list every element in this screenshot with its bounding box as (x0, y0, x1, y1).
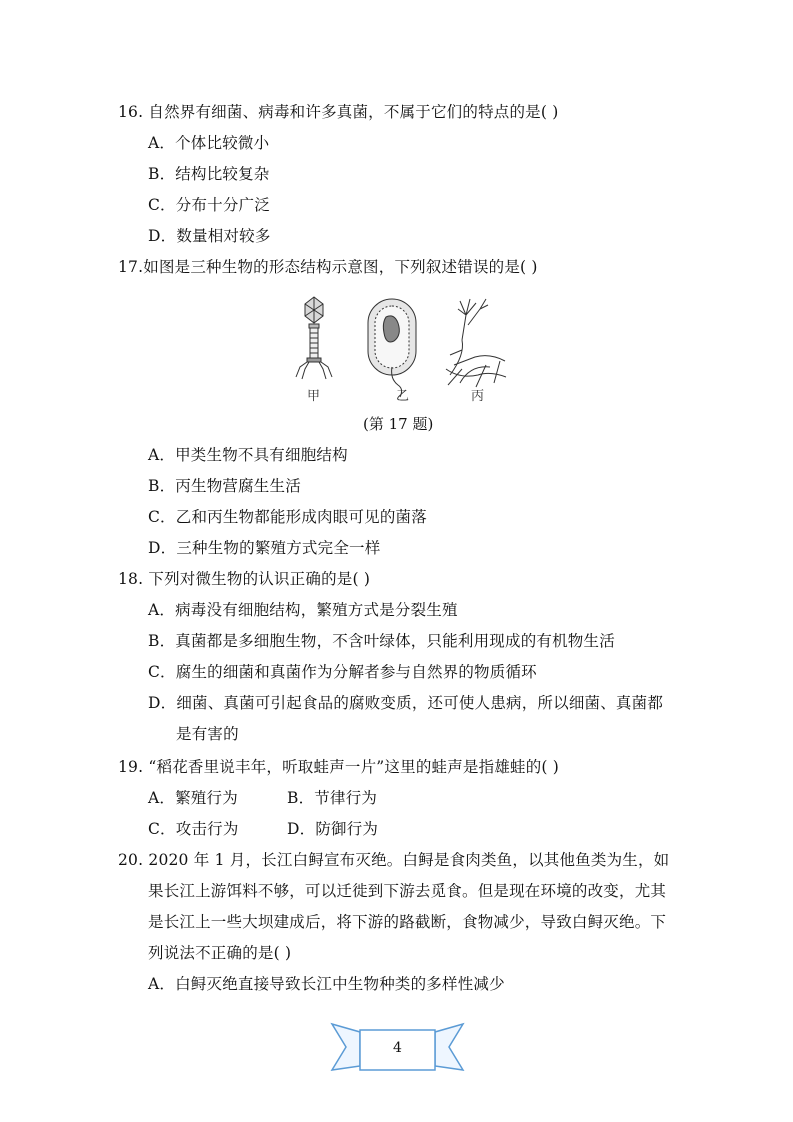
question-16-option-b: B．结构比较复杂 (148, 165, 270, 183)
question-19-option-d: D．防御行为 (287, 820, 379, 838)
page-footer (330, 1020, 465, 1076)
question-18-option-b: B．真菌都是多细胞生物，不含叶绿体，只能利用现成的有机物生活 (148, 632, 615, 650)
question-17-option-a: A．甲类生物不具有细胞结构 (148, 446, 348, 464)
bacterium-drawing (368, 299, 416, 397)
question-20-stem-line-1: 20. 2020 年 1 月，长江白鲟宣布灭绝。白鲟是食肉类鱼，以其他鱼类为生，如 (118, 851, 670, 869)
question-16-option-c: C．分布十分广泛 (148, 196, 270, 214)
question-16-option-d: D．数量相对较多 (148, 227, 271, 245)
question-16-stem: 16. 自然界有细菌、病毒和许多真菌，不属于它们的特点的是( ) (118, 103, 559, 121)
mold-drawing (446, 299, 506, 387)
question-20-stem-line-2: 果长江上游饵料不够，可以迁徙到下游去觅食。但是现在环境的改变，尤其 (148, 882, 667, 900)
bacteriophage-drawing (296, 297, 332, 379)
figure-caption: (第 17 题) (363, 415, 434, 433)
question-20-stem-line-3: 是长江上一些大坝建成后，将下游的路截断，食物减少，导致白鲟灭绝。下 (148, 913, 667, 931)
question-18-option-d: D．细菌、真菌可引起食品的腐败变质，还可使人患病，所以细菌、真菌都 (148, 694, 664, 712)
question-18-stem: 18. 下列对微生物的认识正确的是( ) (118, 570, 371, 588)
figure-label-yi: 乙 (396, 389, 410, 404)
organism-figure (290, 295, 512, 405)
figure-label-bing: 丙 (471, 389, 485, 404)
page-number: 4 (393, 1040, 402, 1056)
question-20-stem-line-4: 列说法不正确的是( ) (148, 944, 292, 962)
question-20-option-a: A．白鲟灭绝直接导致长江中生物种类的多样性减少 (148, 975, 505, 993)
question-18-option-d-continued: 是有害的 (176, 725, 239, 743)
question-19-option-b: B．节律行为 (287, 789, 378, 807)
question-19-option-c: C．攻击行为 (148, 820, 239, 838)
question-18-option-c: C．腐生的细菌和真菌作为分解者参与自然界的物质循环 (148, 663, 537, 681)
question-19-stem: 19. “稻花香里说丰年，听取蛙声一片”这里的蛙声是指雄蛙的( ) (118, 758, 560, 776)
question-17-stem: 17.如图是三种生物的形态结构示意图，下列叙述错误的是( ) (118, 258, 538, 276)
question-18-option-a: A．病毒没有细胞结构，繁殖方式是分裂生殖 (148, 601, 458, 619)
question-17-option-c: C．乙和丙生物都能形成肉眼可见的菌落 (148, 508, 427, 526)
question-19-option-a: A．繁殖行为 (148, 789, 238, 807)
question-17-option-b: B．丙生物营腐生生活 (148, 477, 301, 495)
figure-label-jia: 甲 (307, 389, 321, 404)
question-16-option-a: A．个体比较微小 (148, 134, 270, 152)
question-17-option-d: D．三种生物的繁殖方式完全一样 (148, 539, 381, 557)
